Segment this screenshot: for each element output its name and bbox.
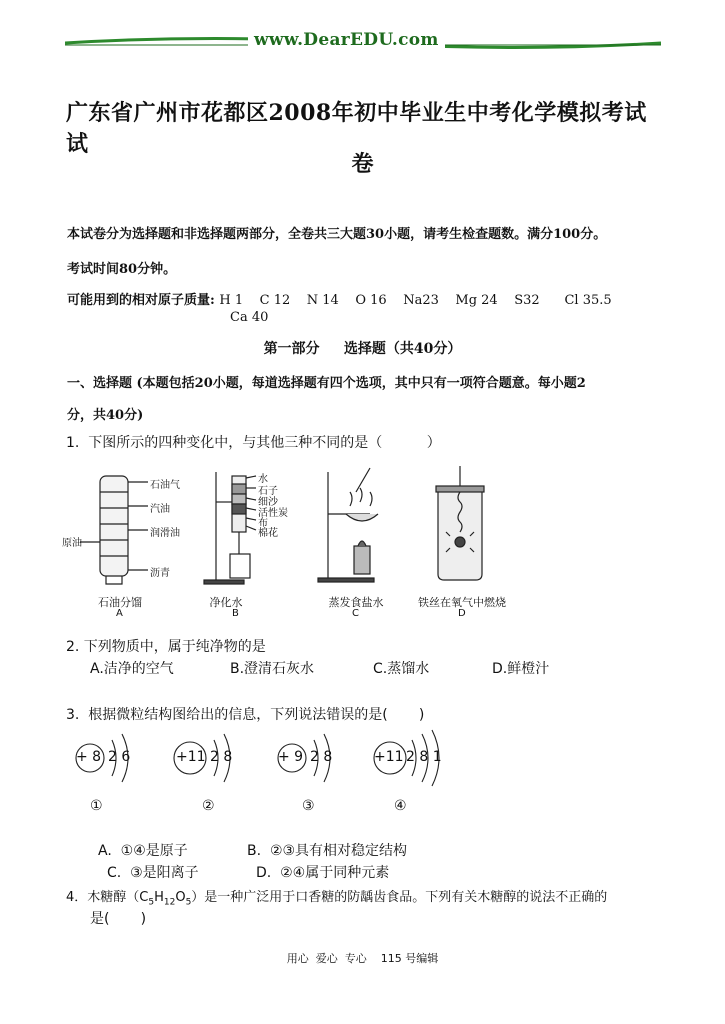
atomic-masses-cont: Ca 40 — [230, 310, 269, 325]
atom-2-nucleus: +11 — [176, 749, 206, 765]
q4-text-part: H — [154, 890, 164, 905]
q4-sub: 5 — [185, 897, 192, 908]
fig-b-part-6: 棉花 — [258, 528, 278, 539]
fig-a-label: 石油分馏 — [98, 596, 142, 609]
water-filter-figure — [204, 472, 256, 584]
fig-b-letter: B — [232, 608, 239, 619]
fig-b-part-4: 活性炭 — [258, 508, 288, 519]
fig-a-part-4: 原油 — [62, 538, 82, 549]
q3-option-c[interactable]: C. ③是阳离子 — [107, 865, 199, 881]
atom-1-nucleus: + 8 — [76, 749, 102, 765]
evaporation-figure — [318, 468, 378, 582]
q4-text-part: O — [175, 890, 186, 905]
iron-burning-figure — [436, 466, 484, 580]
exam-title: 广东省广州市花都区2008年初中毕业生中考化学模拟考试试 — [66, 100, 647, 157]
fig-a-part-3: 润滑油 — [150, 528, 180, 539]
fig-a-part-1: 石油气 — [150, 480, 180, 491]
q2-text: 2. 下列物质中，属于纯净物的是 — [66, 639, 266, 655]
q2-option-c[interactable]: C.蒸馏水 — [373, 661, 430, 677]
atom-4-nucleus: +11 — [374, 749, 404, 765]
q4-text — [66, 886, 666, 908]
fig-a-letter: A — [116, 608, 123, 619]
site-header-link[interactable]: www.DearEDU.com — [248, 30, 445, 50]
q3-atom-diagrams — [72, 728, 452, 820]
fig-b-part-2: 石子 — [258, 486, 278, 497]
fig-b-part-5: 布 — [258, 518, 268, 529]
fig-b-part-3: 细沙 — [258, 497, 278, 508]
section-header: 一、选择题 (本题包括20小题，每道选择题有四个选项，其中只有一项符合题意。每小题2 — [67, 376, 586, 391]
q3-option-a[interactable]: A. ①④是原子 — [98, 843, 188, 859]
intro-line-1: 本试卷分为选择题和非选择题两部分，全卷共三大题30小题，请考生检查题数。满分100分。 — [67, 227, 607, 242]
fig-d-label: 铁丝在氧气中燃烧 — [418, 596, 506, 609]
q4-text-part: ）是一种广泛用于口香糖的防龋齿食品。下列有关木糖醇的说法不正确的 — [191, 890, 608, 905]
part1-title: 第一部分 选择题（共40分） — [263, 341, 462, 357]
q4-sub: 5 — [148, 897, 155, 908]
atom-3-num: ③ — [302, 798, 315, 814]
fig-d-letter: D — [458, 608, 466, 619]
distillation-tower-figure — [80, 476, 148, 584]
atom-2-num: ② — [202, 798, 215, 814]
q2-option-a[interactable]: A.洁净的空气 — [90, 661, 174, 677]
q1-figures — [62, 462, 526, 620]
atom-1-num: ① — [90, 798, 103, 814]
q3-option-b[interactable]: B. ②③具有相对稳定结构 — [247, 843, 408, 859]
section-header-cont: 分，共40分) — [67, 408, 144, 423]
q3-text: 3. 根据微粒结构图给出的信息，下列说法错误的是( ) — [66, 707, 425, 723]
page-footer: 用心 爱心 专心 115 号编辑 — [286, 952, 439, 965]
q3-option-d[interactable]: D. ②④属于同种元素 — [256, 865, 390, 881]
atom-1-shells: 2 6 — [108, 749, 131, 765]
q4-text-cont: 是( ) — [90, 911, 147, 927]
fig-b-label: 净化水 — [209, 596, 243, 609]
atom-4-shells: 2 8 1 — [406, 749, 442, 765]
fig-c-letter: C — [352, 608, 359, 619]
atom-3-shells: 2 8 — [310, 749, 333, 765]
fig-c-label: 蒸发食盐水 — [328, 596, 384, 609]
q1-text: 1. 下图所示的四种变化中，与其他三种不同的是（ ） — [66, 435, 441, 451]
q2-option-b[interactable]: B.澄清石灰水 — [230, 661, 315, 677]
intro-line-2: 考试时间80分钟。 — [67, 262, 177, 277]
atomic-masses-label: 可能用到的相对原子质量: — [67, 293, 215, 308]
atomic-masses — [67, 289, 612, 308]
exam-title-cont: 卷 — [351, 151, 374, 177]
atom-4-num: ④ — [394, 798, 407, 814]
atom-2-shells: 2 8 — [210, 749, 233, 765]
fig-a-part-2: 汽油 — [150, 504, 170, 515]
q2-option-d[interactable]: D.鲜橙汁 — [492, 661, 550, 677]
atom-3-nucleus: + 9 — [278, 749, 304, 765]
fig-b-part-1: 水 — [258, 474, 268, 485]
q4-sub: 12 — [163, 897, 176, 908]
q4-text-part: 4．木糖醇（C — [66, 890, 149, 905]
atomic-masses-values: H 1 C 12 N 14 O 16 Na23 Mg 24 S32 Cl 35.5 — [219, 293, 612, 308]
fig-a-part-5: 沥青 — [150, 568, 170, 579]
